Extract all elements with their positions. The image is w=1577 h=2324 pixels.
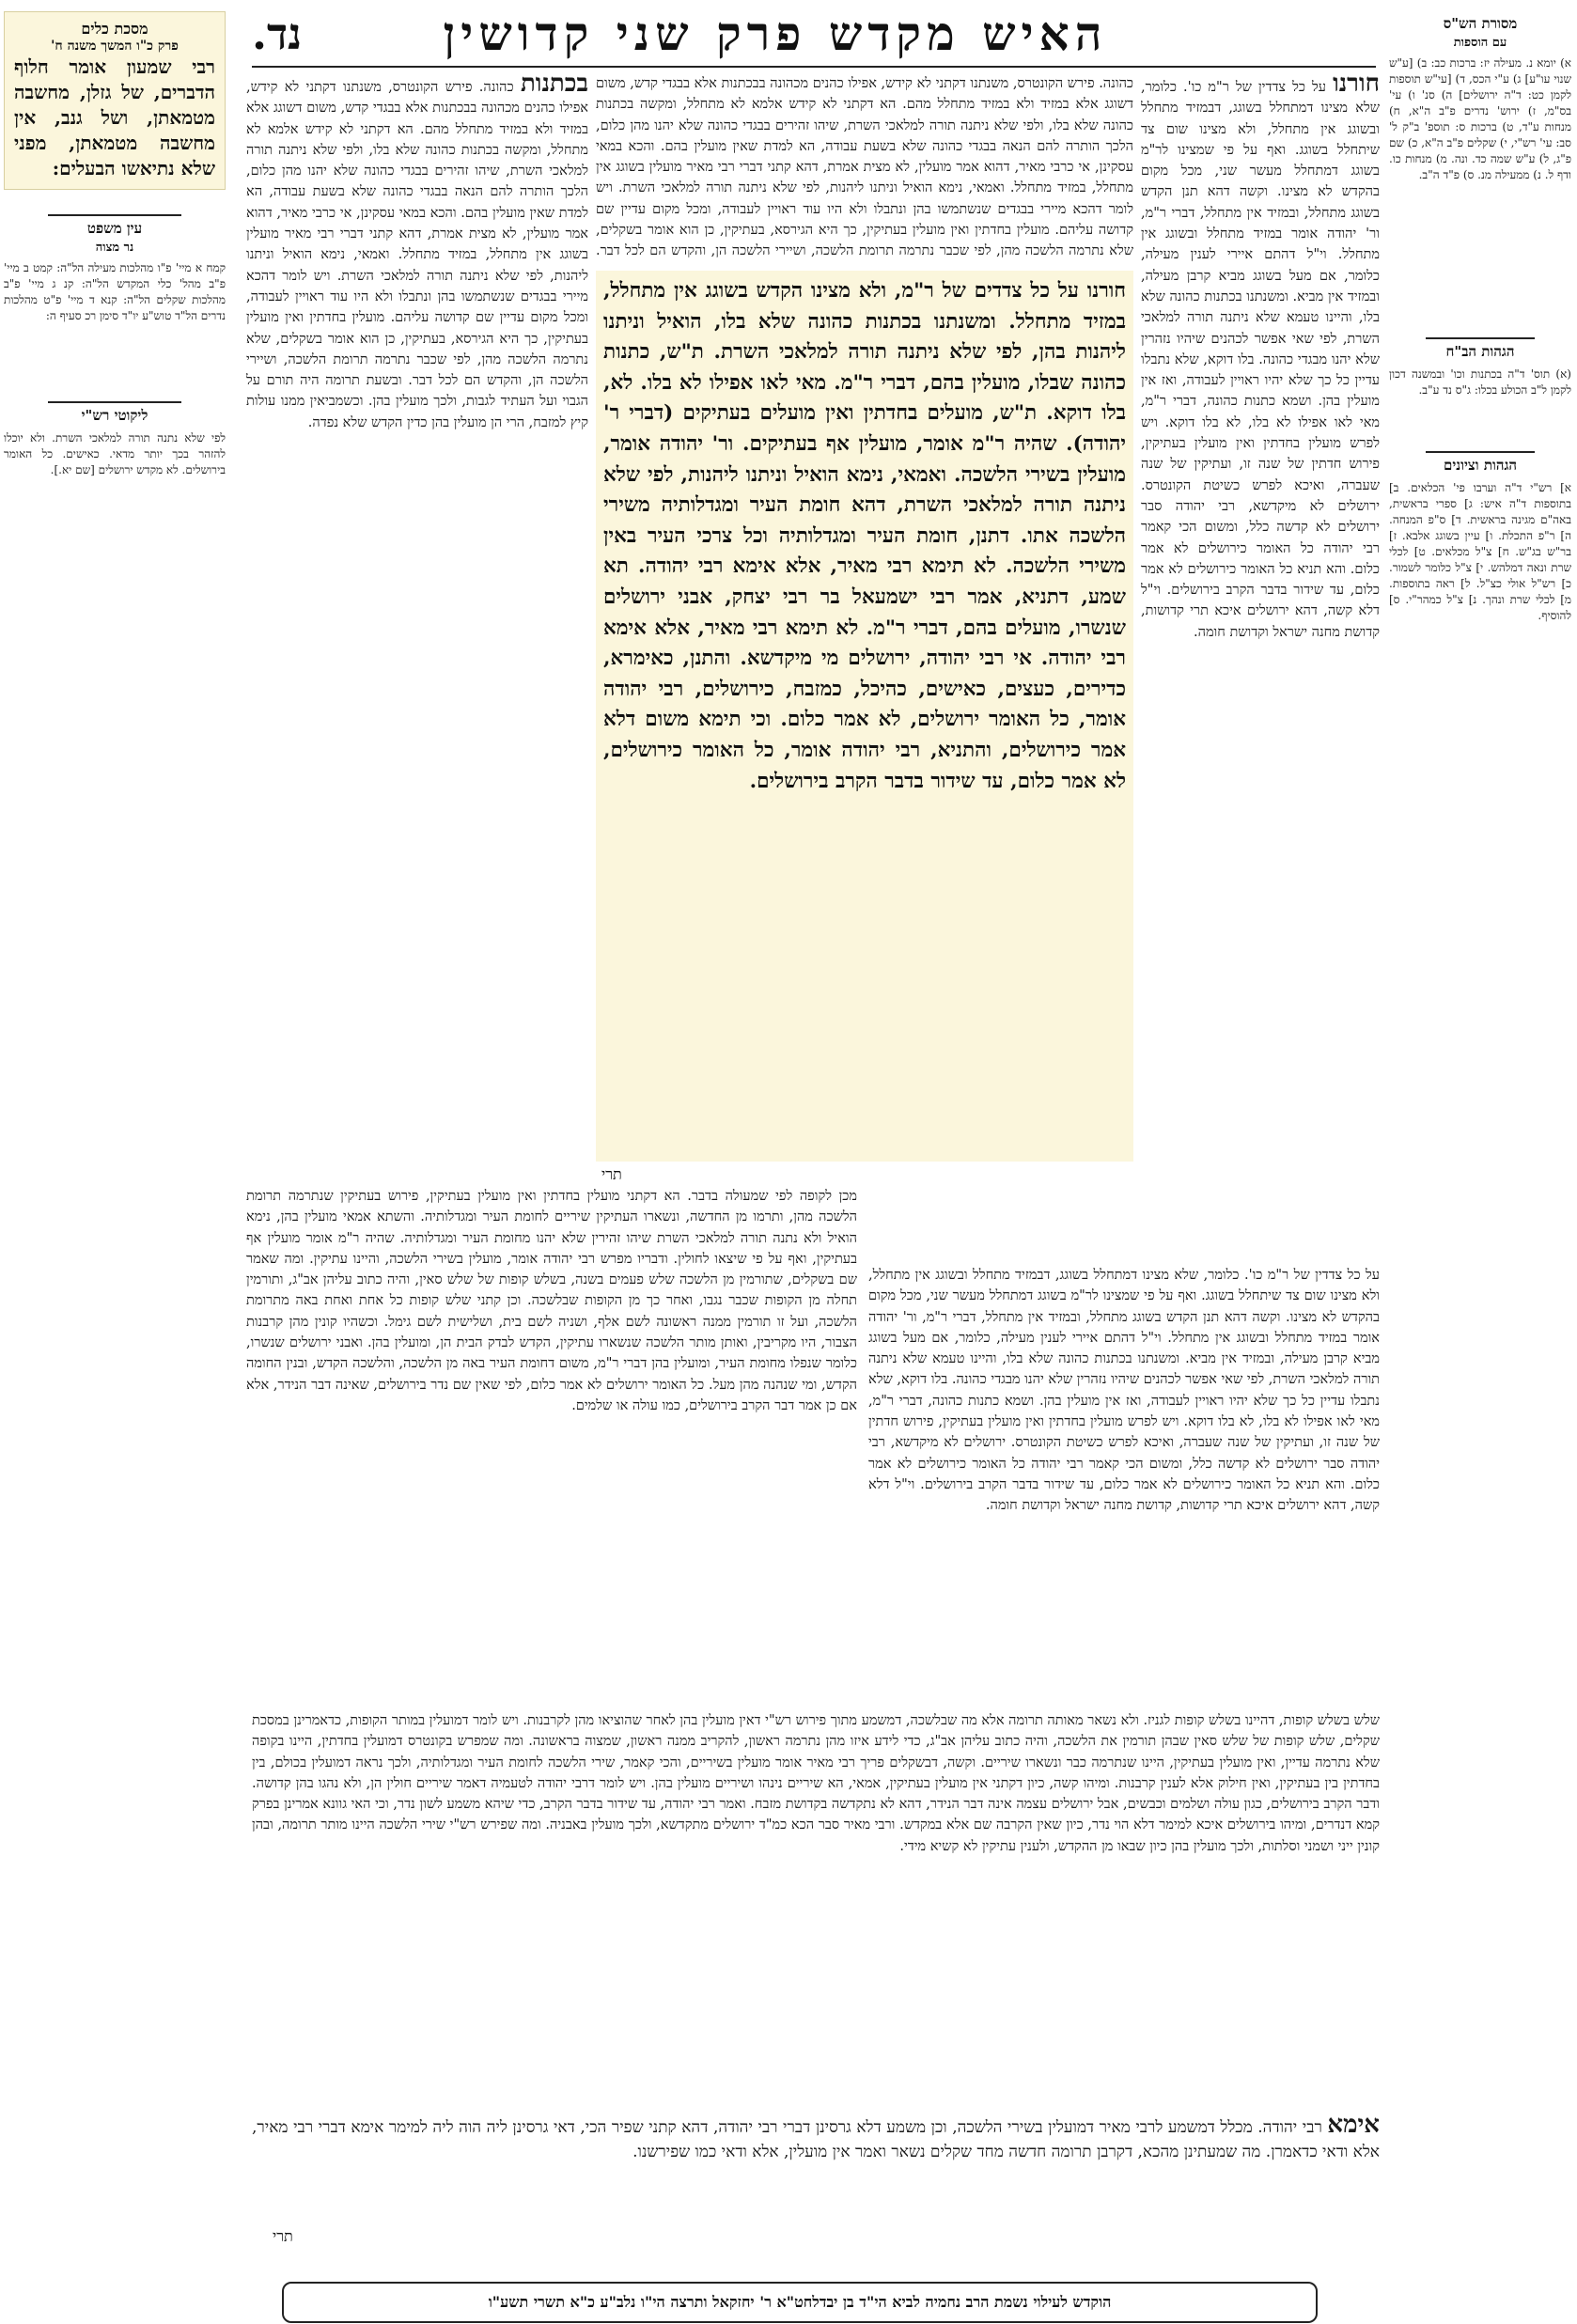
- upper-commentary-strip: [596, 73, 1133, 265]
- bottom-catchword: תרי: [273, 2227, 293, 2245]
- gilyon-title: הגהות וציונים: [1443, 457, 1518, 474]
- gilyon-text: א] רש"י ד"ה וערבו פי' הכלאים. ב] בתוספות ד"ה איש: ג] ספרי בראשית, באה"ם מגינה בראשית. ד] ס"פ המנחה. ה] ר"פ התכלת. ו] עיין בשוגג אלבא. ז] בר"ש בג"ש. ח] צ"ל מכלאים. ט] לכלי שרת ונאה דמלהש. י] צ"ל כלומר לשמור. כ] רש"ל אולי כצ"ל. ל] ראה בתוספות. מ] לכלי שרת ונהך. נ] צ"ל כמהר"י. ס] להוסיף.: [1389, 481, 1571, 622]
- hagahot-title: הגהות הב"ח: [1445, 343, 1515, 360]
- likutei-divider: [48, 401, 181, 403]
- ein-mishpat-title: עין משפט: [86, 220, 143, 237]
- masoret-title: מסורת הש"ס: [1443, 15, 1518, 32]
- left-margin: [4, 11, 226, 553]
- upper-strip-text: כהונה. פירש הקונטרס, משנתנו דקתני לא קידש, אפילו כהנים מכהונה בבכתנות אלא בבגדי קדש, משום דשוגג אלא במזיד ולא במזיד מתחלל מהם. הא דקתני לא קידש אלמא לא מתחלל, ומקשה בכתנות כהונה שלא בלו, ולפי שלא ניתנה תורה למלאכי השרת, שיהו זהירים בבגדי כהונה שלא יהנו מהן כלום, הלכך הותרה להם הנאה בבגדי כהונה שלא בשעת עבודה, הא למדת שאין מועלין בהם. והכא במאי עסקינן, אי כרבי מאיר, דהוא אמר מועלין, לא מצית אמרת, דהא קתני דברי רבי מאיר מועלין בשוגג אין מתחלל, במזיד מתחלל. ואמאי, נימא הואיל וניתנו ליהנות, לפי שלא ניתנה תורה למלאכי השרת. ויש לומר דהכא מיירי בבגדים שנשתמשו בהן ונתבלו ולא היו עוד ראויין לעבודה, ומכל מקום עדיין שם קדושה עליהם. מועלין בחדתין ואין מועלין בעתיקין, כך היא הגירסא, בעתיקין, כן הוא אומר בשקלים, שלא נתרמה הלשכה מהן, לפי שכבר נתרמה תרומת הלשכה, ושיירי הלשכה הן, והקדש הם לכל דבר.: [596, 76, 1133, 259]
- tosafot-heading: חורנו: [1333, 73, 1380, 98]
- bottom-gemara: [252, 2113, 1380, 2212]
- mishna-box: [4, 11, 226, 190]
- lower-tosafot-wide: [252, 1710, 1380, 2105]
- ein-mishpat-divider: [48, 214, 181, 216]
- lower-tosafot-column-right: [868, 1265, 1380, 1701]
- tosafot-column: [1141, 73, 1380, 1259]
- likutei-title: ליקוטי רש"י: [81, 407, 148, 424]
- masoret-subtitle: עם הוספות: [1453, 36, 1507, 50]
- dedication-text: הוקדש לעילוי נשמת הרב נחמיה לביא הי"ד בן יבדלחט"א ר' יחזקאל ותרצה הי"ו נלב"ע כ"א תשרי תשע"ו: [488, 2293, 1112, 2311]
- ein-mishpat-subtitle: נר מצוה: [95, 241, 134, 255]
- page-title: האיש מקדש פרק שני קדושין: [443, 6, 1108, 61]
- header-divider: [252, 66, 1376, 68]
- rashi-column: [246, 73, 588, 1259]
- likutei-text: לפי שלא נתנה תורה למלאכי השרת. ולא יוכלו להזהר בכך יותר מדאי. כאישים. כל האומר בירושלים. לא מקדש ירושלים [שם יא.].: [4, 431, 226, 476]
- gemara-box: [596, 271, 1133, 1162]
- lower-tosafot-text: שלש בשלש קופות, דהיינו בשלש קופות לגניז. ולא נשאר מאותה תרומה אלא מה שבלשכה, דמשמע מתוך פירוש רש"י דאין מועלין בהן לאחר שהוציאו מהן לקרבנות. ויש לומר דמועלין במותר הקופות, כדאמרינן במסכת שקלים, שלש קופות של שלש סאין שבהן תורמין את הלשכה, והיה כתוב עליהן אב"ג, כדי לידע איזו מהן נתרמה ראשון, להקריב ממנה ראשון, שמצוה בראשונה. ומה שמפרש בקונטרס דמועלין בחדתין, היינו בקופה שלא נתרמה עדיין, ואין מועלין בעתיקין, היינו שנתרמה כבר ונשארו שיריים. וקשה, דבשקלים פריך רבי מאיר אומר מועלין בשיריים, והכי קאמר, שירי הלשכה לחומת העיר ומגדלותיה, ולכך נראה דמועלין בכולם, בין בחדתין בין בעתיקין, ואין חילוק אלא לענין קרבנות. ומיהו קשה, כיון דקתני אין מועלין בעתיקין, אמאי, הא שיריים נינהו ושיריים מועלין בהן. ויש לומר דרבי יהודה לטעמיה דאמר שיריים חולין הן, ולא נהגו בהן קדושה. ודבר הקרב בירושלים, כגון עולה ושלמים וכבשים, אבל ירושלים עצמה אינה דבר הנידר, דהא לא נתקדשה בקדושת מזבח. ואמר רבי יהודה, עד שידור בדבר הקרב, כדי שיהא משמע לשון נדר, וכי האי גוונא אמרינן בפרק קמא דנדרים, ומיהו בירושלים איכא למימר דלא הוי נדר, כיון שאין הקרבה שם אלא במקדש. ורבי מאיר סבר הכא כמ"ד ירושלים מתקדשא, ולכך מועלין באבניה. ומה שפירש רש"י שירי הלשכה היינו מותר תרומה, ובהן קונין ייני ושמני וסלתות, ולכך מועלין בהן כיון שבאו מן ההקדש, ולענין עתיקין לא קשיא מידי.: [252, 1713, 1380, 1854]
- gemara-text: חורנו על כל צדדים של ר"מ, ולא מצינו הקדש בשוגג אין מתחלל, במזיד מתחלל. ומשנתנו בכתנות כהונה שלא בלו, הואיל וניתנו ליהנות בהן, לפי שלא ניתנה תורה למלאכי השרת. ת"ש, כתנות כהונה שבלו, מועלין בהם, דברי ר"מ. מאי לאו אפילו לא בלו. לא, בלו דוקא. ת"ש, מועלים בחדתין ואין מועלים בעתיקים (דברי ר' יהודה). שהיה ר"מ אומר, מועלין אף בעתיקים. ור' יהודה אומר, מועלין בשירי הלשכה. ואמאי, נימא הואיל וניתנו ליהנות, לפי שלא ניתנה תורה למלאכי השרת, דהא חומת העיר ומגדלותיה משירי הלשכה אתו. דתנן, חומת העיר ומגדלותיה וכל צרכי העיר באין משירי הלשכה. לא תימא רבי מאיר, אלא אימא רבי יהודה. תא שמע, דתניא, אמר רבי ישמעאל בר רבי יצחק, אבני ירושלים שנשרו, מועלים בהם, דברי ר"מ. לא תימא רבי מאיר, אלא אימא רבי יהודה. אי רבי יהודה, ירושלים מי מיקדשא. והתנן, כאימרא, כדירים, כעצים, כאישים, כהיכל, כמזבח, כירושלים, רבי יהודה אומר, כל האומר ירושלים, לא אמר כלום. וכי תימא משום דלא אמר כירושלים, והתניא, רבי יהודה אומר, כל האומר כירושלים, לא אמר כלום, עד שידור בדבר הקרב בירושלים.: [603, 279, 1126, 793]
- mishna-chapter: פרק כ"ו המשך משנה ח': [51, 39, 179, 54]
- folio-number: נד.: [252, 8, 303, 59]
- rashi-text: כהונה. פירש הקונטרס, משנתנו דקתני לא קידש, אפילו כהנים מכהונה בבכתנות אלא בבגדי קדש, משום דשוגג אלא במזיד ולא במזיד מתחלל מהם. הא דקתני לא קידש אלמא לא מתחלל, ומקשה בכתנות כהונה שלא בלו, ולפי שלא ניתנה תורה למלאכי השרת, שיהו זהירים בבגדי כהונה שלא יהנו מהן כלום, הלכך הותרה להם הנאה בבגדי כהונה שלא בשעת עבודה, הא למדת שאין מועלין בהם. והכא במאי עסקינן, אי כרבי מאיר, דהוא אמר מועלין, לא מצית אמרת, דהא קתני דברי רבי מאיר מועלין בשוגג אין מתחלל, במזיד מתחלל. ואמאי, נימא הואיל וניתנו ליהנות, לפי שלא ניתנה תורה למלאכי השרת. ויש לומר דהכא מיירי בבגדים שנשתמשו בהן ונתבלו ולא היו עוד ראויין לעבודה, ומכל מקום עדיין שם קדושה עליהם. מועלין בחדתין ואין מועלין בעתיקין, כך היא הגירסא, בעתיקין, כן הוא אומר בשקלים, שלא נתרמה הלשכה מהן, לפי שכבר נתרמה תרומת הלשכה, ושיירי הלשכה הן, והקדש הם לכל דבר. ובשעת תרומה היה תורם על הגבוי ועל העתיד לגבות, ולכך מועלין בהן. וכשמביאין ממנו עולות קיץ למזבח, הרי הן מועלין בהן כדין הקדש שלא נפדה.: [246, 80, 588, 430]
- masoret-text: א) יומא נ. מעילה יז: ברכות כב: ב) [ע"ש שנוי עו"ע] ג) ע"י הכס, ד) [עי"ש תוספות לקמן כט: ד"ה ירושלים] ה) סנ' ו) עי' בס"מ, ז) ירוש' נדרים פ"ב ה"א, ח) מנחות ע"ד, ט) ברכות ס: תוספ' ב"ק ל' סב: עי' רש"י, י) שקלים פ"ב ה"א, כ) שם פ"ג, ל) ע"ש שמה כד. ונה. מ) מנחות כו. ודף ל. נ) ממעילה מנ. ס) פ"ד ה"ב.: [1389, 56, 1571, 181]
- dedication-box: [282, 2282, 1318, 2323]
- ein-mishpat-text: קמח א מיי' פ"ו מהלכות מעילה הל"ה: קמט ב מיי' פ"ב מהל' כלי המקדש הל"ה: קנ ג מיי' פ"ב מהלכות שקלים הל"ה: קנא ד מיי' פ"ט מהלכות נדרים הל"ד טוש"ע יו"ד סימן רכ סעיף ה:: [4, 261, 226, 322]
- tosafot-text: על כל צדדין של ר"מ כו'. כלומר, שלא מצינו דמתחלל בשוגג, דבמזיד מתחלל ובשוגג אין מתחלל, ולא מצינו שום צד שיתחלל בשוגג. ואף על פי שמצינו לר"מ בשוגג דמתחלל מעשר שני, מכל מקום בהקדש לא מצינו. וקשה דהא תנן הקדש בשוגג מתחלל, ובמזיד אין מתחלל, דברי ר"מ, ור' יהודה אומר במזיד מתחלל ובשוגג אין מתחלל. וי"ל דהתם איירי לענין מעילה, כלומר, אם מעל בשוגג מביא קרבן מעילה, ובמזיד אין מביא. ומשנתנו בכתנות כהונה שלא בלו, והיינו טעמא שלא ניתנה תורה למלאכי השרת, לפי שאי אפשר לכהנים שיהיו נזהרין שלא יהנו מבגדי כהונה. בלו דוקא, שלא נתבלו עדיין כל כך שלא יהיו ראויין לעבודה, ואז אין מועלין בהן. ושמא כתנות כהונה, דברי ר"מ, מאי לאו אפילו לא בלו, לא בלו דוקא. ויש לפרש מועלין בחדתין ואין מועלין בעתיקין, פירוש חדתין של שנה זו, ועתיקין של שנה שעברה, ואיכא לפרש כשיטת הקונטרס. ירושלים לא מיקדשא, רבי יהודה סבר ירושלים לא קדשה כלל, ומשום הכי קאמר רבי יהודה כל האומר כירושלים לא אמר כלום. והא תניא כל האומר כירושלים לא אמר כלום, עד שידור בדבר הקרב בירושלים. וי"ל דלא קשה, דהא ירושלים איכא תרי קדושות, קדושת מחנה ישראל וקדושת חומה.: [1141, 80, 1380, 640]
- bottom-gemara-text: רבי יהודה. מכלל דמשמע לרבי מאיר דמועלין בשירי הלשכה, וכן משמע דלא גרסינן דברי רבי יהודה, דהא קתני שפיר הכי, דאי גרסינן ליה הוה ליה למימר אימא דברי רבי מאיר, אלא ודאי כדאמרן. מה שמעתינן מהכא, דקרבן תרומה חדשה מחד שקלים נשאר ואמר אין מועלין, אלא ודאי כמו שפירשנו.: [252, 2118, 1380, 2161]
- hagahot-divider: [1426, 451, 1535, 453]
- masoret-divider: [1426, 337, 1535, 339]
- lower-rashi-column: [246, 1186, 857, 1701]
- lower-rashi-text: מכן לקופה לפי שמעולה בדבר. הא דקתני מועלין בחדתין ואין מועלין בעתיקין, פירוש בעתיקין שנתרמה תרומת הלשכה מהן, ותרמו מן החדשה, ונשארו העתיקין שיריים לחומת העיר ומגדלותיה. והשתא אמאי מועלין בהן, נימא הואיל ולא נתנה תורה למלאכי השרת שיהו זהירין שלא יהנו מחומת העיר ומגדלותיה. שהיה ר"מ אומר מועלין אף בעתיקין, ואף על פי שיצאו לחולין. ודבריו מפרש רבי יהודה אומר, מועלין בשירי הלשכה, והיינו עתיקין. ומה שאמר שם בשקלים, שתורמין מן הלשכה שלש פעמים בשנה, בשלש קופות של שלש סאין, והיה כתוב עליהן אב"ג, ותורמין תחלה מן הקופות שכבר נגבו, ואחר כך מן הקופות שבלשכה. וכן קתני שלש קופות כל אחת ואחת באה מתרומת הלשכה, ועל זו תורמין ממנה ראשונה לשם אלף, ושניה לשם בית, ושלישית לשם גימל. וכשהיו קונין מהן קרבנות הצבור, היו מקריבין, ואותן מותר הלשכה שנשארו עתיקין, הקדש לבדק הבית הן, ומועלין בהן. ואבני ירושלים שנשרו, כלומר שנפלו מחומת העיר, ומועלין בהן דברי ר"מ, משום דחומת העיר באה מן הלשכה, והלשכה הקדש, ובנין החומה הקדש, ומי שנהנה מהן מעל. כל האומר ירושלים לא אמר כלום, לפי שאין שם נדר בירושלים, שאינה דבר הנידר, אלא אם כן אמר דבר הקרב בירושלים, כמו עולה או שלמים.: [246, 1189, 857, 1413]
- right-margin: [1389, 11, 1571, 1025]
- bottom-gemara-lead: אימא: [1327, 2113, 1380, 2139]
- gemara-catchword: תרי: [601, 1165, 622, 1183]
- mishna-tractate: מסכת כלים: [81, 20, 148, 38]
- mishna-text: רבי שמעון אומר חלוף הדברים, של גזלן, מחשבה מטמאתן, ושל גנב, אין מחשבה מטמאתן, מפני שלא נתיאשו הבעלים:: [14, 55, 215, 179]
- hagahot-text: (א) תוס' ד"ה בכתנות וכו' ובמשנה דכון לקמן ל"ב הכולע בכלו: ג"ס נד ע"ב.: [1389, 367, 1571, 397]
- rashi-heading: בכתנות: [520, 73, 588, 98]
- lower-tosafot-right-text: על כל צדדין של ר"מ כו'. כלומר, שלא מצינו דמתחלל בשוגג, דבמזיד מתחלל ובשוגג אין מתחלל, ולא מצינו שום צד שיתחלל בשוגג. ואף על פי שמצינו לר"מ בשוגג דמתחלל מעשר שני, מכל מקום בהקדש לא מצינו. וקשה דהא תנן הקדש בשוגג מתחלל, ובמזיד אין מתחלל, דברי ר"מ, ור' יהודה אומר במזיד מתחלל ובשוגג אין מתחלל. וי"ל דהתם איירי לענין מעילה, כלומר, אם מעל בשוגג מביא קרבן מעילה, ובמזיד אין מביא. ומשנתנו בכתנות כהונה שלא בלו, והיינו טעמא שלא ניתנה תורה למלאכי השרת, לפי שאי אפשר לכהנים שיהיו נזהרין שלא יהנו מבגדי כהונה. בלו דוקא, שלא נתבלו עדיין כל כך שלא יהיו ראויין לעבודה, ואז אין מועלין בהן. ושמא כתנות כהונה, דברי ר"מ, מאי לאו אפילו לא בלו, לא בלו דוקא. ויש לפרש מועלין בחדתין ואין מועלין בעתיקין, פירוש חדתין של שנה זו, ועתיקין של שנה שעברה, ואיכא לפרש כשיטת הקונטרס. ירושלים לא מיקדשא, רבי יהודה סבר ירושלים לא קדשה כלל, ומשום הכי קאמר רבי יהודה כל האומר כירושלים לא אמר כלום. והא תניא כל האומר כירושלים לא אמר כלום, עד שידור בדבר הקרב בירושלים. וי"ל דלא קשה, דהא ירושלים איכא תרי קדושות, קדושת מחנה ישראל וקדושת חומה.: [868, 1268, 1380, 1514]
